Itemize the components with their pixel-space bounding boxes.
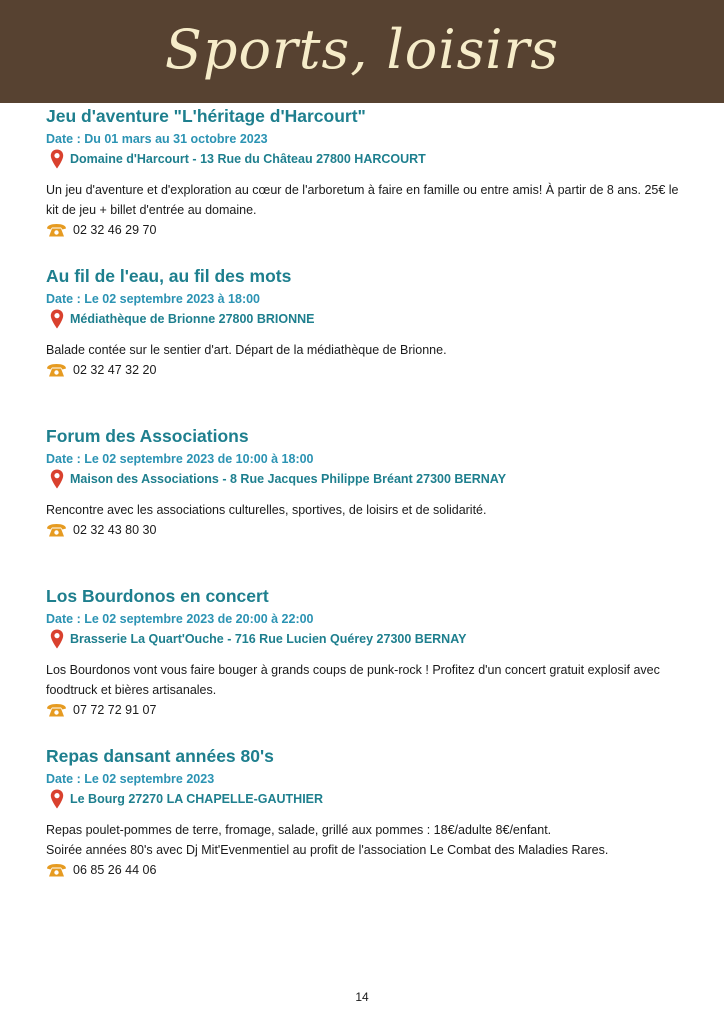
telephone-icon — [46, 523, 67, 537]
telephone-icon — [46, 223, 67, 237]
event-place — [46, 150, 686, 168]
event-phone — [46, 860, 686, 880]
event-title: Los Bourdonos en concert — [46, 586, 269, 606]
page-number: 14 — [355, 990, 369, 1004]
event-place-text: Domaine d'Harcourt - 13 Rue du Château 27800 HARCOURT — [70, 152, 426, 166]
map-pin-icon — [50, 469, 64, 489]
telephone-icon — [46, 363, 67, 377]
event-phone-number: 02 32 46 29 70 — [73, 223, 157, 237]
event-place-text: Médiathèque de Brionne 27800 BRIONNE — [70, 312, 315, 326]
event-title: Au fil de l'eau, au fil des mots — [46, 266, 292, 286]
event-place-text: Le Bourg 27270 LA CHAPELLE-GAUTHIER — [70, 792, 324, 806]
event-phone — [46, 360, 686, 380]
event-date: Date : Le 02 septembre 2023 à 18:00 — [46, 292, 261, 306]
event-phone — [46, 520, 686, 540]
event-place — [46, 310, 686, 328]
event-list — [46, 105, 686, 905]
event-description: Un jeu d'aventure et d'exploration au cœur de l'arboretum à faire en famille ou entre amis! À partir de 8 ans. 25€ le kit de jeu + billet d'entrée au domaine. — [46, 183, 679, 217]
event-item — [46, 745, 686, 905]
event-phone-number: 02 32 43 80 30 — [73, 523, 157, 537]
event-phone-number: 06 85 26 44 06 — [73, 863, 157, 877]
event-item — [46, 105, 686, 265]
event-description — [46, 820, 686, 860]
event-title: Repas dansant années 80's — [46, 746, 274, 766]
page-title: Sports, loisirs — [164, 18, 560, 81]
event-phone — [46, 220, 686, 240]
map-pin-icon — [50, 309, 64, 329]
event-phone — [46, 700, 686, 720]
event-description: Balade contée sur le sentier d'art. Départ de la médiathèque de Brionne. — [46, 343, 447, 357]
event-title: Forum des Associations — [46, 426, 249, 446]
event-phone-number: 02 32 47 32 20 — [73, 363, 157, 377]
event-phone-number: 07 72 72 91 07 — [73, 703, 157, 717]
event-date: Date : Le 02 septembre 2023 de 10:00 à 18:00 — [46, 452, 314, 466]
event-date: Date : Le 02 septembre 2023 — [46, 772, 215, 786]
map-pin-icon — [50, 149, 64, 169]
telephone-icon — [46, 703, 67, 717]
event-place-text: Brasserie La Quart'Ouche - 716 Rue Lucien Quérey 27300 BERNAY — [70, 632, 467, 646]
header-banner — [0, 0, 724, 103]
event-place — [46, 470, 686, 488]
event-place — [46, 790, 686, 808]
event-description-line: Repas poulet-pommes de terre, fromage, salade, grillé aux pommes : 18€/adulte 8€/enfant. — [46, 823, 552, 837]
event-item — [46, 585, 686, 745]
event-date: Date : Le 02 septembre 2023 de 20:00 à 22:00 — [46, 612, 314, 626]
telephone-icon — [46, 863, 67, 877]
event-item — [46, 265, 686, 425]
event-description: Los Bourdonos vont vous faire bouger à grands coups de punk-rock ! Profitez d'un concert gratuit explosif avec foodtruck et bières artisanales. — [46, 663, 660, 697]
event-place-text: Maison des Associations - 8 Rue Jacques Philippe Bréant 27300 BERNAY — [70, 472, 507, 486]
event-title: Jeu d'aventure "L'héritage d'Harcourt" — [46, 106, 366, 126]
event-date: Date : Du 01 mars au 31 octobre 2023 — [46, 132, 268, 146]
event-description-line: Soirée années 80's avec Dj Mit'Evenmentiel au profit de l'association Le Combat des Maladies Rares. — [46, 843, 609, 857]
map-pin-icon — [50, 629, 64, 649]
event-item — [46, 425, 686, 585]
event-description: Rencontre avec les associations culturelles, sportives, de loisirs et de solidarité. — [46, 503, 487, 517]
event-place — [46, 630, 686, 648]
map-pin-icon — [50, 789, 64, 809]
